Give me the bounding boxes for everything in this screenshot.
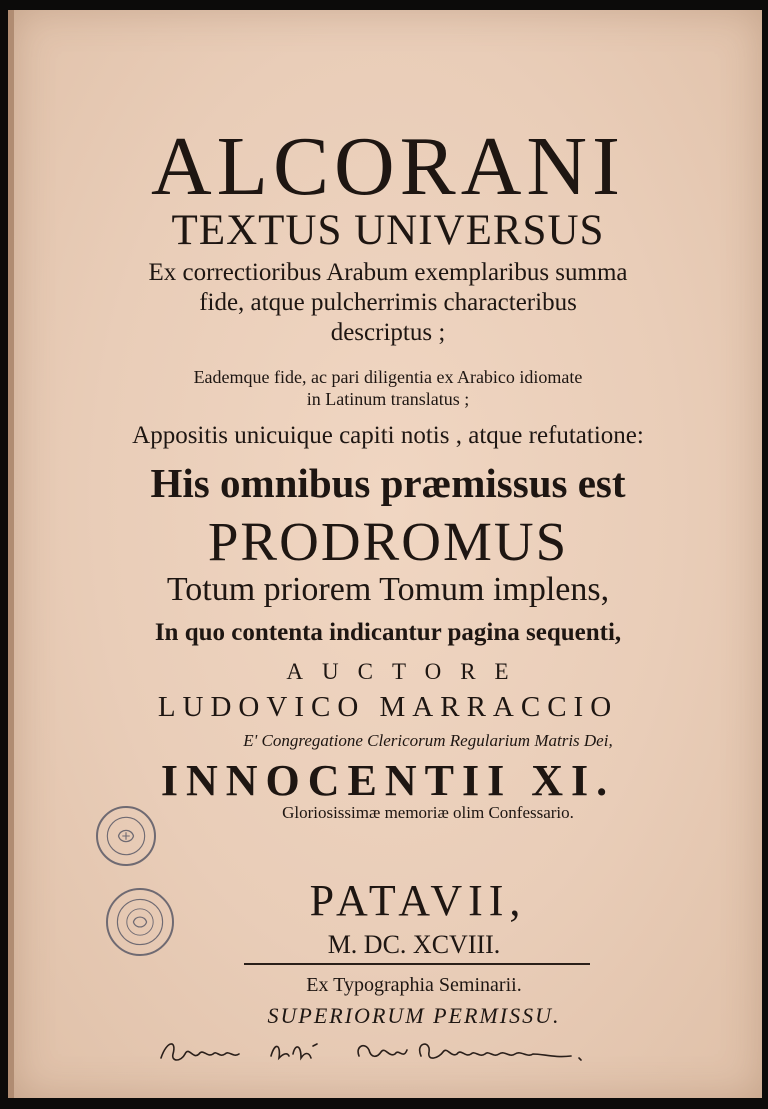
library-stamp-cortoni [106,888,174,956]
confessor-line: Gloriosissimæ memoriæ olim Confessario. [282,803,574,822]
notes-line: Appositis unicuique capiti notis , atque refutatione: [132,422,644,449]
library-stamp-lucca [96,806,156,866]
title-page [8,10,762,1098]
translation-line-2: in Latinum translatus ; [306,389,470,409]
auctore-label: AUCTORE [286,659,528,684]
praemissus-line: His omnibus præmissus est [150,460,626,506]
prodromus-heading: PRODROMUS [207,511,569,572]
divider-rule [244,963,590,965]
printer-line: Ex Typographia Seminarii. [306,974,522,996]
congregation-line: E' Congregatione Clericorum Regularium Matris Dei, [243,731,613,750]
pope-line: INNOCENTII XI. [160,756,616,805]
place-line: PATAVII, [309,876,527,925]
description-line-2: fide, atque pulcherrimis characteribus [199,289,577,316]
translation-line-1: Eademque fide, ac pari diligentia ex Arabico idiomate [193,367,583,387]
handwritten-inscription [159,1032,629,1072]
tomum-line: Totum priorem Tomum implens, [166,571,610,608]
permission-line: SUPERIORUM PERMISSU. [267,1003,561,1028]
contenta-line: In quo contenta indicantur pagina sequenti, [154,619,622,646]
subtitle: TEXTUS UNIVERSUS [171,207,605,254]
author-name: LUDOVICO MARRACCIO [157,691,619,723]
year-line: M. DC. XCVIII. [327,930,501,959]
description-line-1: Ex correctioribus Arabum exemplaribus summa [148,259,628,286]
description-line-3: descriptus ; [330,319,446,346]
main-title: ALCORANI [151,120,625,213]
